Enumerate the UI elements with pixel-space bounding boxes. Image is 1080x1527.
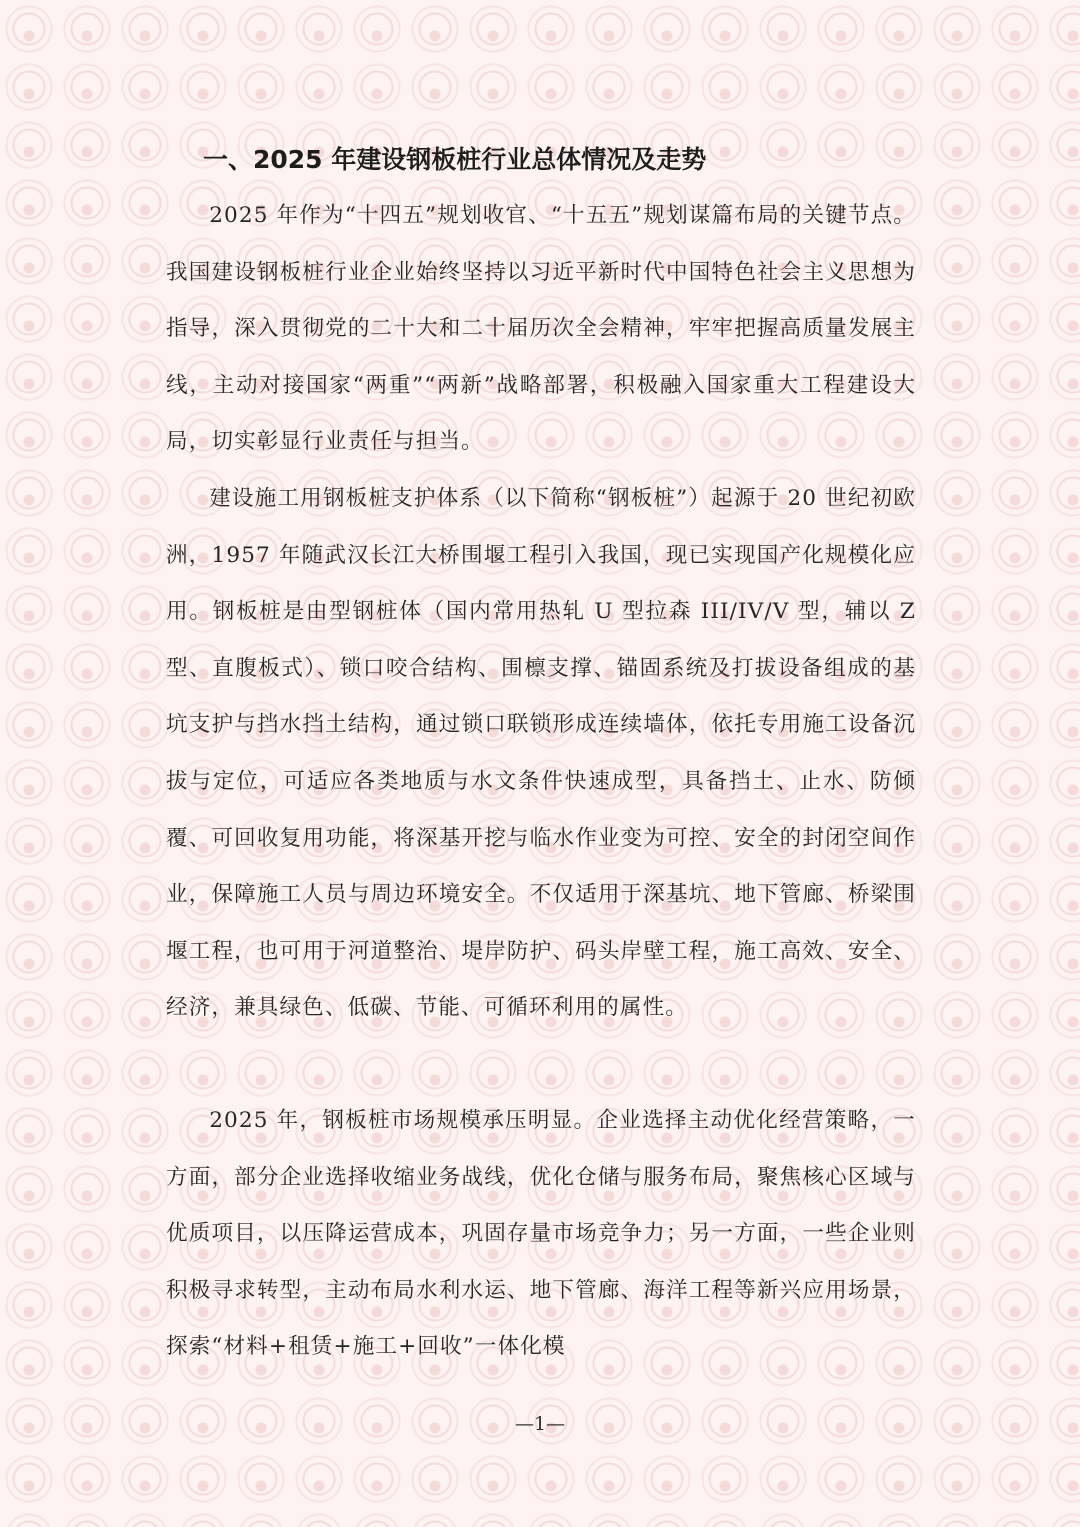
paragraph-market-2025: 2025 年，钢板桩市场规模承压明显。企业选择主动优化经营策略，一方面，部分企业选择收缩业务战线，优化仓储与服务布局，聚焦核心区域与优质项目，以压降运营成本，巩固存量市场竞争力；另一方面，一些企业则积极寻求转型，主动布局水利水运、地下管廊、海洋工程等新兴应用场景，探索“材料+租赁+施工+回收”一体化模 (166, 1108, 916, 1360)
page-number: —1— (514, 1413, 566, 1435)
paragraph-overview: 2025 年作为“十四五”规划收官、“十五五”规划谋篇布局的关键节点。我国建设钢板桩行业企业始终坚持以习近平新时代中国特色社会主义思想为指导，深入贯彻党的二十大和二十届历次全会精神，牢牢把握高质量发展主线，主动对接国家“两重”“两新”战略部署，积极融入国家重大工程建设大局，切实彰显行业责任与担当。 (166, 203, 916, 455)
paragraph-steel-sheet-pile-definition: 建设施工用钢板桩支护体系（以下简称“钢板桩”）起源于 20 世纪初欧洲，1957 年随武汉长江大桥围堰工程引入我国，现已实现国产化规模化应用。钢板桩是由型钢桩体（国内常用热轧 U 型拉森 III/IV/V 型，辅以 Z 型、直腹板式）、锁口咬合结构、围檩支撑、锚固系统及打拔设备组成的基坑支护与挡水挡土结构，通过锁口联锁形成连续墙体，依托专用施工设备沉拔与定位，可适应各类地质与水文条件快速成型，具备挡土、止水、防倾覆、可回收复用功能，将深基开挖与临水作业变为可控、安全的封闭空间作业，保障施工人员与周边环境安全。不仅适用于深基坑、地下管廊、桥梁围堰工程，也可用于河道整治、堤岸防护、码头岸壁工程，施工高效、安全、经济，兼具绿色、低碳、节能、可循环利用的属性。 (166, 486, 916, 1021)
section-heading: 一、2025 年建设钢板桩行业总体情况及走势 (203, 145, 707, 174)
